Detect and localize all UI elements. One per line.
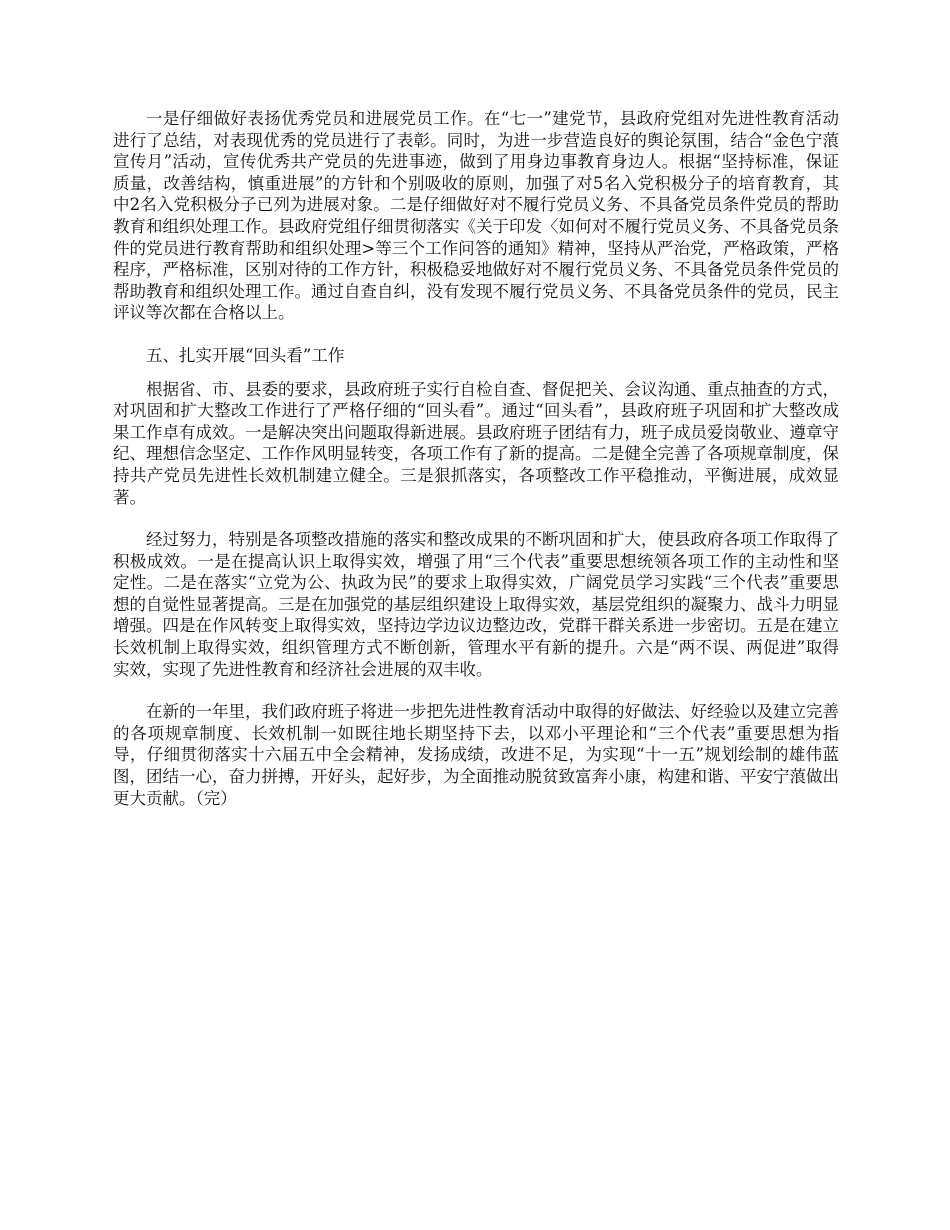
paragraph-party-member-work: 一是仔细做好表扬优秀党员和进展党员工作。在“七一”建党节，县政府党组对先进性教育活动进行了总结，对表现优秀的党员进行了表彰。同时，为进一步营造良好的舆论氛围，结合“金色宁蒗宣传月”活动，宣传优秀共产党员的先进事迹，做到了用身边事教育身边人。根据“坚持标准，保证质量，改善结构，慎重进展”的方针和个别吸收的原则，加强了对5名入党积极分子的培育教育，其中2名入党积极分子已列为进展对象。二是仔细做好对不履行党员义务、不具备党员条件党员的帮助教育和组织处理工作。县政府党组仔细贯彻落实《关于印发〈如何对不履行党员义务、不具备党员条件的党员进行教育帮助和组织处理>等三个工作问答的通知》精神，坚持从严治党，严格政策，严格程序，严格标准，区别对待的工作方针，积极稳妥地做好对不履行党员义务、不具备党员条件党员的帮助教育和组织处理工作。通过自查自纠，没有发现不履行党员义务、不具备党员条件的党员，民主评议等次都在合格以上。 [113,109,839,323]
document-body [113,108,839,830]
paragraph-review-work: 根据省、市、县委的要求，县政府班子实行自检自查、督促把关、会议沟通、重点抽查的方式，对巩固和扩大整改工作进行了严格仔细的“回头看”。通过“回头看”，县政府班子巩固和扩大整改成果工作卓有成效。一是解决突出问题取得新进展。县政府班子团结有力，班子成员爱岗敬业、遵章守纪、理想信念坚定、工作作风明显转变，各项工作有了新的提高。二是健全完善了各项规章制度，保持共产党员先进性长效机制建立健全。三是狠抓落实，各项整改工作平稳推动，平衡进展，成效显著。 [113,379,839,507]
paragraph-results: 经过努力，特别是各项整改措施的落实和整改成果的不断巩固和扩大，使县政府各项工作取得了积极成效。一是在提高认识上取得实效，增强了用“三个代表”重要思想统领各项工作的主动性和坚定性。二是在落实“立党为公、执政为民”的要求上取得实效，广阔党员学习实践“三个代表”重要思想的自觉性显著提高。三是在加强党的基层组织建设上取得实效，基层党组织的凝聚力、战斗力明显增强。四是在作风转变上取得实效，坚持边学边议边整边改，党群干群关系进一步密切。五是在建立长效机制上取得实效，组织管理方式不断创新，管理水平有新的提升。六是“两不误、两促进”取得实效，实现了先进性教育和经济社会进展的双丰收。 [113,530,839,679]
section-heading-review: 五、扎实开展“回头看”工作 [146,345,345,365]
paragraph-new-year: 在新的一年里，我们政府班子将进一步把先进性教育活动中取得的好做法、好经验以及建立完善的各项规章制度、长效机制一如既往地长期坚持下去，以邓小平理论和“三个代表”重要思想为指导，仔细贯彻落实十六届五中全会精神，发扬成绩，改进不足，为实现“十一五”规划绘制的雄伟蓝图，团结一心，奋力拼搏，开好头，起好步，为全面推动脱贫致富奔小康，构建和谐、平安宁蒗做出更大贡献。（完） [113,702,839,808]
